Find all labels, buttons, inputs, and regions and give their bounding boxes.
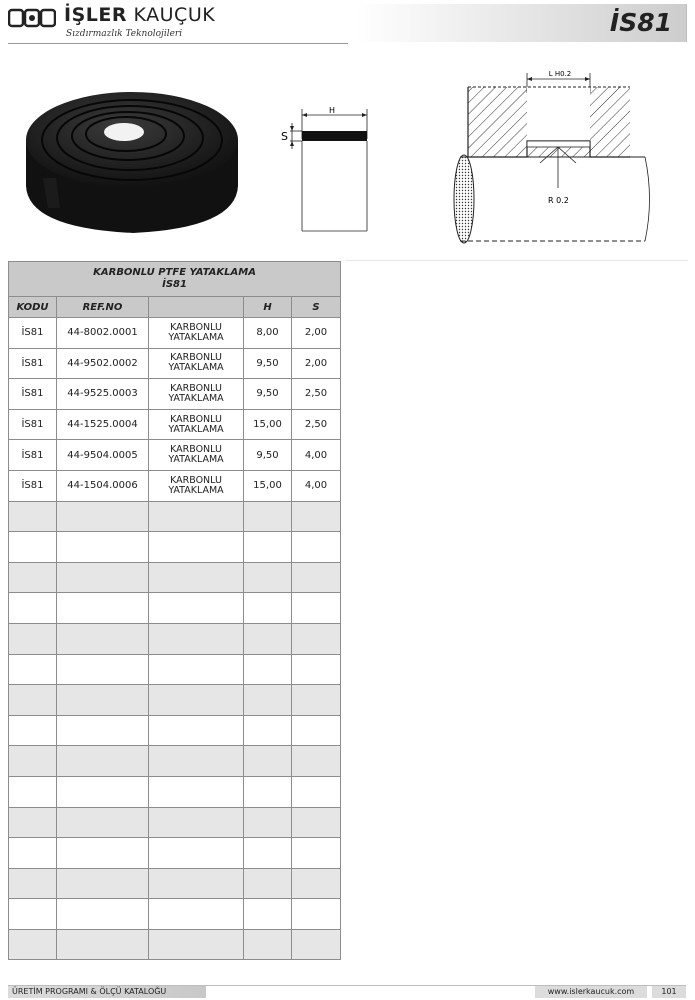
cell-kodu: İS81: [9, 409, 57, 440]
empty-cell: [149, 654, 244, 685]
empty-cell: [9, 562, 57, 593]
empty-cell: [9, 501, 57, 532]
cell-h: 9,50: [244, 379, 292, 410]
cross-section-drawing: [272, 103, 382, 243]
cell-kodu: İS81: [9, 348, 57, 379]
empty-cell: [292, 899, 341, 930]
cell-refno: 44-9504.0005: [57, 440, 149, 471]
table-row: [9, 470, 341, 501]
brand-name: [64, 4, 215, 26]
cell-kodu: İS81: [9, 470, 57, 501]
table-row: [9, 409, 341, 440]
empty-table-row: [9, 776, 341, 807]
empty-table-row: [9, 623, 341, 654]
cell-refno: 44-8002.0001: [57, 318, 149, 349]
description-line1: KARBONLU: [170, 321, 222, 333]
empty-table-row: [9, 838, 341, 869]
empty-cell: [57, 929, 149, 960]
empty-table-row: [9, 501, 341, 532]
col-header-kodu: KODU: [9, 297, 57, 318]
footer-catalog-label: ÜRETİM PROGRAMI & ÖLÇÜ KATALOĞU: [8, 986, 206, 998]
empty-cell: [57, 746, 149, 777]
dim-l-label: L H0.2: [548, 70, 572, 78]
section-divider: [345, 260, 688, 261]
empty-cell: [292, 746, 341, 777]
empty-cell: [292, 532, 341, 563]
description-line1: KARBONLU: [170, 444, 222, 456]
cell-description: [149, 409, 244, 440]
cell-h: 9,50: [244, 348, 292, 379]
empty-cell: [9, 593, 57, 624]
empty-cell: [57, 715, 149, 746]
empty-cell: [149, 838, 244, 869]
empty-cell: [57, 532, 149, 563]
empty-cell: [57, 593, 149, 624]
empty-cell: [244, 532, 292, 563]
empty-cell: [9, 715, 57, 746]
empty-cell: [292, 501, 341, 532]
cell-kodu: İS81: [9, 379, 57, 410]
empty-table-row: [9, 685, 341, 716]
description-line1: KARBONLU: [170, 474, 222, 486]
empty-cell: [149, 562, 244, 593]
empty-cell: [292, 929, 341, 960]
cell-s: 4,00: [292, 470, 341, 501]
product-spec-table: [8, 261, 341, 960]
description-line1: KARBONLU: [170, 413, 222, 425]
empty-cell: [9, 929, 57, 960]
empty-cell: [149, 746, 244, 777]
col-header-refno: REF.NO: [57, 297, 149, 318]
empty-cell: [244, 593, 292, 624]
empty-cell: [292, 838, 341, 869]
table-title-line1: KARBONLU PTFE YATAKLAMA: [93, 267, 256, 278]
table-row: [9, 348, 341, 379]
cell-h: 15,00: [244, 409, 292, 440]
brand-light: KAUÇUK: [126, 4, 216, 26]
empty-cell: [57, 623, 149, 654]
description-line2: YATAKLAMA: [168, 392, 224, 404]
empty-cell: [149, 868, 244, 899]
empty-cell: [292, 654, 341, 685]
empty-table-row: [9, 899, 341, 930]
empty-cell: [244, 807, 292, 838]
empty-table-row: [9, 807, 341, 838]
empty-cell: [9, 868, 57, 899]
cell-description: [149, 440, 244, 471]
table-title: [9, 262, 341, 297]
empty-cell: [244, 685, 292, 716]
empty-cell: [244, 562, 292, 593]
description-line2: YATAKLAMA: [168, 423, 224, 435]
empty-cell: [9, 899, 57, 930]
cell-kodu: İS81: [9, 440, 57, 471]
empty-cell: [9, 746, 57, 777]
empty-cell: [149, 899, 244, 930]
description-line2: YATAKLAMA: [168, 484, 224, 496]
cell-s: 2,00: [292, 318, 341, 349]
empty-cell: [9, 838, 57, 869]
empty-cell: [244, 899, 292, 930]
product-code-box: [355, 4, 687, 42]
cell-description: [149, 318, 244, 349]
empty-table-row: [9, 532, 341, 563]
empty-cell: [57, 807, 149, 838]
cell-h: 9,50: [244, 440, 292, 471]
col-header-h: H: [244, 297, 292, 318]
description-line2: YATAKLAMA: [168, 362, 224, 374]
description-line2: YATAKLAMA: [168, 454, 224, 466]
empty-cell: [149, 807, 244, 838]
empty-cell: [244, 715, 292, 746]
cell-refno: 44-9525.0003: [57, 379, 149, 410]
table-title-line2: İS81: [162, 279, 187, 290]
radius-label: R 0.2: [548, 196, 569, 205]
description-line2: YATAKLAMA: [168, 331, 224, 343]
logo-mark-icon: [8, 7, 56, 29]
empty-cell: [9, 685, 57, 716]
empty-cell: [244, 746, 292, 777]
empty-cell: [9, 654, 57, 685]
description-line1: KARBONLU: [170, 382, 222, 394]
empty-cell: [9, 776, 57, 807]
cell-s: 4,00: [292, 440, 341, 471]
empty-cell: [9, 532, 57, 563]
cell-kodu: İS81: [9, 318, 57, 349]
empty-table-row: [9, 746, 341, 777]
cell-s: 2,50: [292, 409, 341, 440]
empty-cell: [57, 899, 149, 930]
footer-website-link[interactable]: www.islerkaucuk.com: [535, 986, 647, 998]
empty-cell: [57, 562, 149, 593]
dim-h-label: H: [328, 106, 336, 115]
product-code: İS81: [609, 8, 672, 37]
brand-bold: İŞLER: [64, 4, 127, 26]
empty-cell: [149, 501, 244, 532]
empty-cell: [292, 715, 341, 746]
empty-cell: [149, 593, 244, 624]
empty-cell: [292, 593, 341, 624]
cell-h: 15,00: [244, 470, 292, 501]
installation-drawing: [440, 63, 655, 253]
empty-cell: [149, 929, 244, 960]
empty-cell: [57, 868, 149, 899]
product-images: [0, 58, 695, 258]
empty-cell: [244, 501, 292, 532]
cell-s: 2,00: [292, 348, 341, 379]
empty-cell: [57, 501, 149, 532]
col-header-description: [149, 297, 244, 318]
cell-refno: 44-9502.0002: [57, 348, 149, 379]
table-row: [9, 379, 341, 410]
empty-cell: [244, 929, 292, 960]
table-row: [9, 318, 341, 349]
table-title-row: [9, 262, 341, 297]
brand-slogan: Sızdırmazlık Teknolojileri: [66, 29, 183, 39]
empty-cell: [9, 807, 57, 838]
cell-refno: 44-1504.0006: [57, 470, 149, 501]
empty-cell: [57, 685, 149, 716]
company-logo: [8, 4, 338, 44]
description-line1: KARBONLU: [170, 352, 222, 364]
empty-cell: [292, 868, 341, 899]
footer-page-number: 101: [652, 986, 686, 998]
empty-cell: [292, 776, 341, 807]
empty-cell: [57, 838, 149, 869]
empty-table-row: [9, 593, 341, 624]
empty-cell: [149, 776, 244, 807]
cell-h: 8,00: [244, 318, 292, 349]
table-header-row: [9, 297, 341, 318]
empty-cell: [292, 623, 341, 654]
col-header-s: S: [292, 297, 341, 318]
empty-table-row: [9, 868, 341, 899]
empty-table-row: [9, 654, 341, 685]
empty-cell: [292, 562, 341, 593]
empty-cell: [57, 776, 149, 807]
empty-table-row: [9, 562, 341, 593]
empty-cell: [57, 654, 149, 685]
empty-table-row: [9, 715, 341, 746]
empty-cell: [292, 807, 341, 838]
empty-cell: [9, 623, 57, 654]
empty-cell: [244, 868, 292, 899]
cell-description: [149, 470, 244, 501]
cell-s: 2,50: [292, 379, 341, 410]
cell-description: [149, 348, 244, 379]
table-row: [9, 440, 341, 471]
page-header: [0, 0, 695, 48]
empty-cell: [292, 685, 341, 716]
empty-cell: [149, 715, 244, 746]
cell-refno: 44-1525.0004: [57, 409, 149, 440]
empty-cell: [149, 623, 244, 654]
empty-cell: [244, 654, 292, 685]
dim-s-label: S: [281, 130, 288, 143]
header-divider: [8, 43, 348, 44]
cell-description: [149, 379, 244, 410]
empty-cell: [149, 685, 244, 716]
empty-table-row: [9, 929, 341, 960]
empty-cell: [149, 532, 244, 563]
coil-strip-image: [18, 78, 248, 278]
empty-cell: [244, 623, 292, 654]
empty-cell: [244, 838, 292, 869]
empty-cell: [244, 776, 292, 807]
